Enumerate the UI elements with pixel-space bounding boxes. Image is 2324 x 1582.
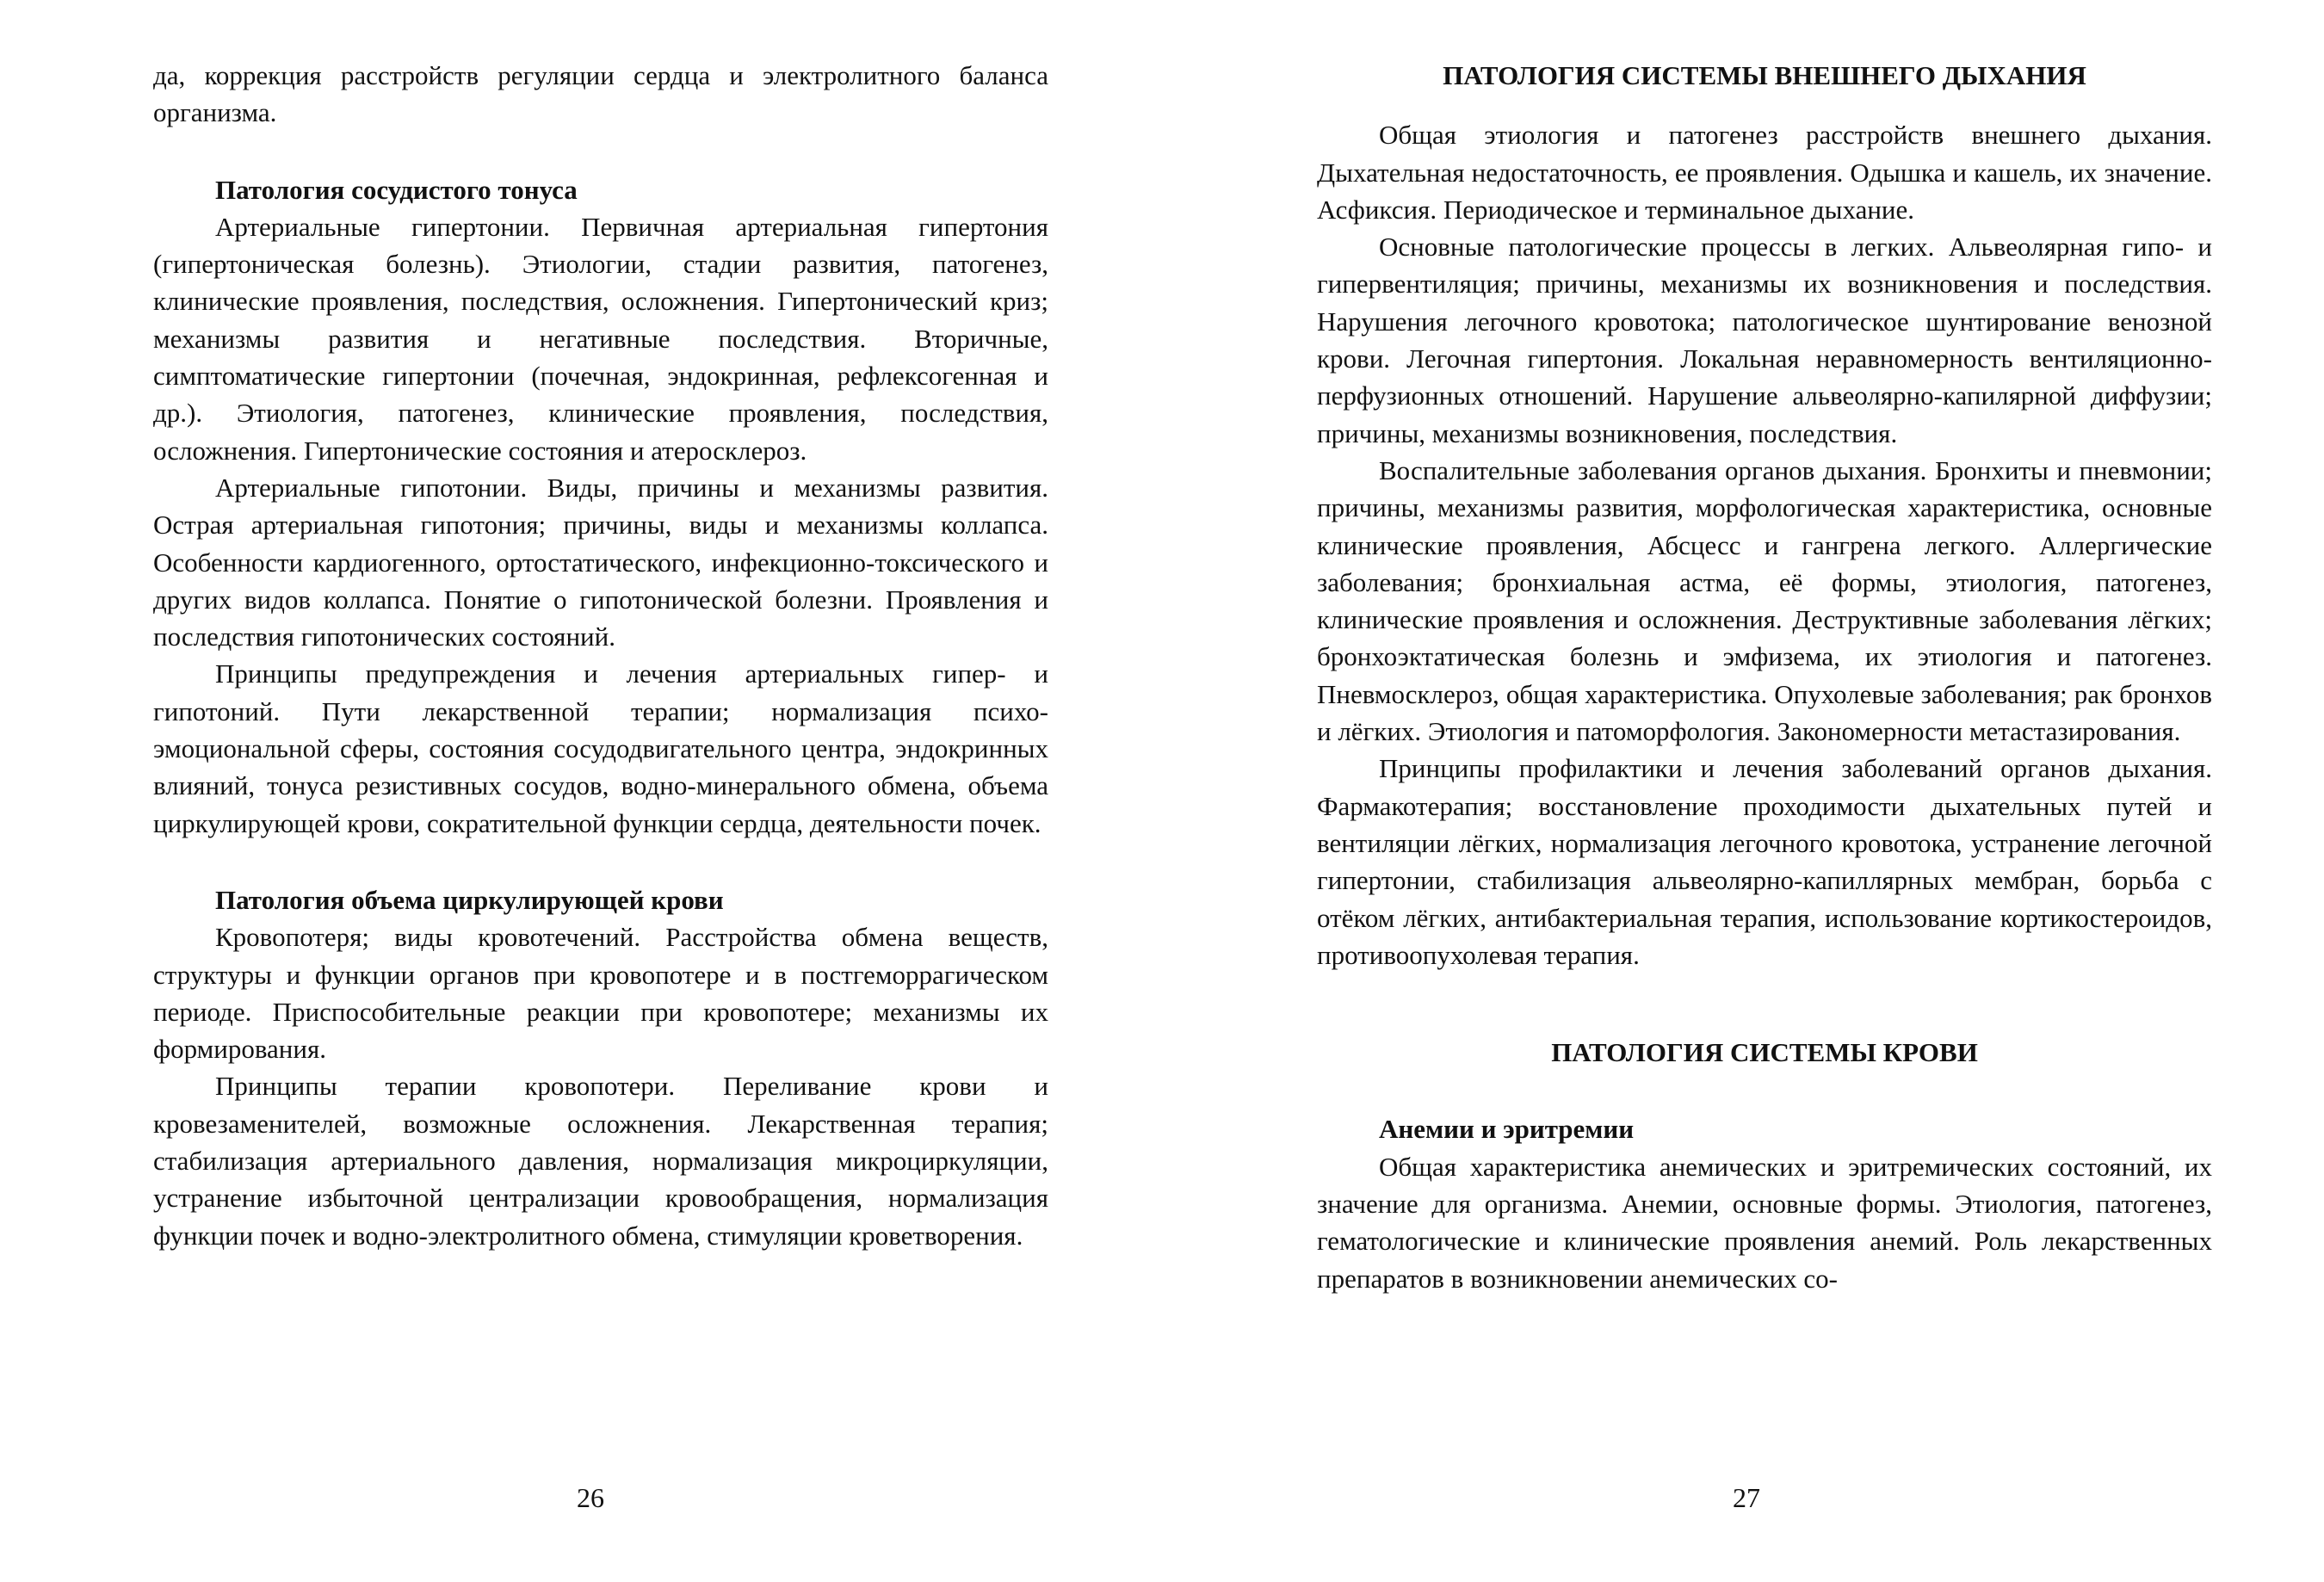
paragraph: Артериальные гипертонии. Первичная артериальная гипертония (гипертоническая болезнь). Этиологии, стадии развития, патогенез, клинические проявления, последствия, осложнения. Гипертонический криз; механизмы развития и негативные последствия. Вторичные, симптоматические гипертонии (почечная, эндокринная, рефлексогенная и др.). Этиология, патогенез, клинические проявления, последствия, осложнения. Гипертонические состояния и атеросклероз. (153, 211, 1048, 466)
page-number: 26 (577, 1482, 604, 1513)
page-number: 27 (1733, 1482, 1760, 1513)
paragraph: Принципы терапии кровопотери. Переливание крови и кровезаменителей, возможные осложнения. Лекарственная терапия; стабилизация артериального давления, нормализация микроциркуляции, устранение избыточной централизации кровообращения, нормализация функции почек и водно-электролитного обмена, стимуляции кроветворения. (153, 1071, 1048, 1251)
right-page-text (1317, 57, 2212, 1297)
section-heading-circulating-blood: Патология объема циркулирующей крови (215, 884, 724, 915)
paragraph: Артериальные гипотонии. Виды, причины и механизмы развития. Острая артериальная гипотония; причины, виды и механизмы коллапса. Особенности кардиогенного, ортостатического, инфекционно-токсического и других видов коллапса. Понятие о гипотонической болезни. Проявления и последствия гипотонических состояний. (153, 472, 1048, 652)
left-page-text (153, 57, 1048, 1254)
paragraph: Общая этиология и патогенез расстройств внешнего дыхания. Дыхательная недостаточность, ее проявления. Одышка и кашель, их значение. Асфиксия. Периодическое и терминальное дыхание. (1317, 120, 2212, 225)
paragraph: Принципы профилактики и лечения заболеваний органов дыхания. Фармакотерапия; восстановление проходимости дыхательных путей и вентиляции лёгких, нормализация легочного кровотока, устранение легочной гипертонии, стабилизация альвеолярно-капиллярных мембран, борьба с отёком лёгких, антибактериальная терапия, использование кортикостероидов, противоопухолевая терапия. (1317, 753, 2212, 970)
section-heading-anemia: Анемии и эритремии (1379, 1114, 1635, 1145)
paragraph: Воспалительные заболевания органов дыхания. Бронхиты и пневмонии; причины, механизмы развития, морфологическая характеристика, основные клинические проявления, Абсцесс и гангрена легкого. Аллергические заболевания; бронхиальная астма, её формы, этиология, патогенез, клинические проявления и осложнения. Деструктивные заболевания лёгких; бронхоэктатическая болезнь и эмфизема, их этиология и патогенез. Пневмосклероз, общая характеристика. Опухолевые заболевания; рак бронхов и лёгких. Этиология и патоморфология. Закономерности метастазирования. (1317, 454, 2212, 747)
paragraph: Общая характеристика анемических и эритремических состояний, их значение для организма. Анемии, основные формы. Этиология, патогенез, гематологические и клинические проявления анемий. Роль лекарственных препаратов в возникновении анемических со- (1317, 1151, 2212, 1294)
section-heading-vascular-tone: Патология сосудистого тонуса (215, 174, 578, 205)
paragraph: Кровопотеря; виды кровотечений. Расстройства обмена веществ, структуры и функции органов при кровопотере и в постгеморрагическом периоде. Приспособительные реакции при кровопотере; механизмы их формирования. (153, 922, 1048, 1065)
paragraph: Основные патологические процессы в легких. Альвеолярная гипо- и гипервентиляция; причины, механизмы их возникновения и последствия. Нарушения легочного кровотока; патологическое шунтирование венозной крови. Легочная гипертония. Локальная неравномерность вентиляционно-перфузионных отношений. Нарушение альвеолярно-капилярной диффузии; причины, механизмы возникновения, последствия. (1317, 232, 2212, 448)
continuation-paragraph: да, коррекция расстройств регуляции сердца и электролитного баланса организма. (153, 60, 1048, 128)
right-page (1162, 0, 2324, 1582)
chapter-title-respiratory: ПАТОЛОГИЯ СИСТЕМЫ ВНЕШНЕГО ДЫХАНИЯ (1443, 60, 2086, 90)
chapter-title-blood: ПАТОЛОГИЯ СИСТЕМЫ КРОВИ (1551, 1037, 1978, 1068)
paragraph: Принципы предупреждения и лечения артериальных гипер- и гипотоний. Пути лекарственной терапии; нормализация психо-эмоциональной сферы, состояния сосудодвигательного центра, эндокринных влияний, тонуса резистивных сосудов, водно-минерального обмена, объема циркулирующей крови, сократительной функции сердца, деятельности почек. (153, 658, 1048, 838)
